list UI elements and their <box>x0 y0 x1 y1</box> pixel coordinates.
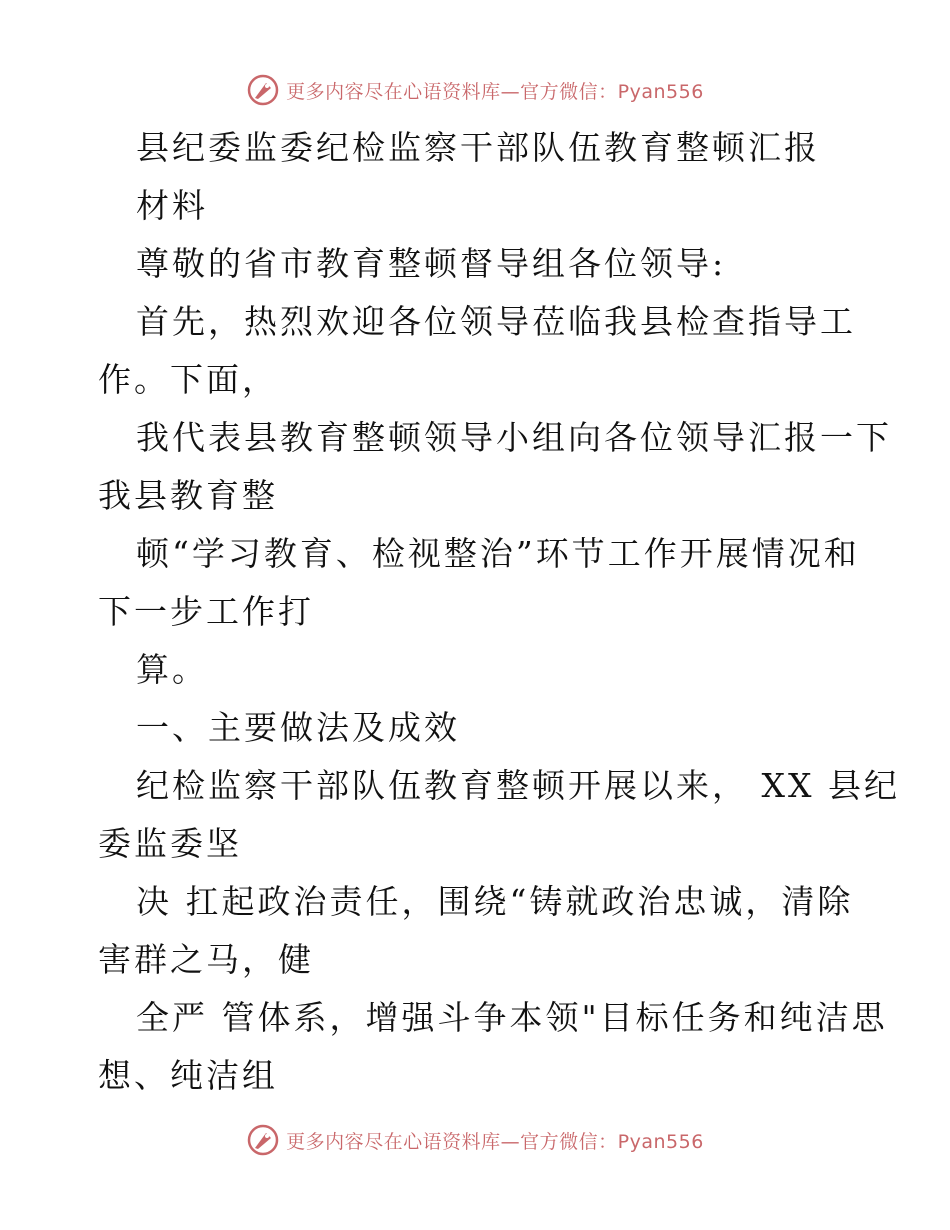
salutation: 尊敬的省市教育整顿督导组各位领导: <box>136 244 727 283</box>
paragraph-line: 想、纯洁组 <box>98 1056 278 1095</box>
watermark-text: 更多内容尽在心语资料库—官方微信：Pyan556 <box>286 80 704 103</box>
watermark-header <box>0 70 950 110</box>
paragraph-line: 委监委坚 <box>98 824 242 863</box>
paragraph-line: 算。 <box>136 650 208 689</box>
doc-title-line-2: 材料 <box>136 186 208 225</box>
paragraph-line: 首先，热烈欢迎各位领导莅临我县检查指导工 <box>136 302 856 341</box>
paragraph-line: 我县教育整 <box>98 476 278 515</box>
pen-nib-logo-icon <box>246 73 280 107</box>
paragraph-line: 作。下面， <box>98 360 278 399</box>
section-heading: 一、主要做法及成效 <box>136 708 460 747</box>
paragraph-line: 我代表县教育整顿领导小组向各位领导汇报一下 <box>136 418 892 457</box>
paragraph-line: 下一步工作打 <box>98 592 314 631</box>
paragraph-line: 全严 管体系，增强斗争本领"目标任务和纯洁思 <box>136 998 888 1037</box>
watermark-footer <box>0 1120 950 1160</box>
paragraph-line: 顿“学习教育、检视整治”环节工作开展情况和 <box>136 534 860 573</box>
paragraph-line: 纪检监察干部队伍教育整顿开展以来， XX 县纪 <box>136 766 900 805</box>
watermark-text: 更多内容尽在心语资料库—官方微信：Pyan556 <box>286 1130 704 1153</box>
doc-title-line-1: 县纪委监委纪检监察干部队伍教育整顿汇报 <box>136 128 820 167</box>
paragraph-line: 害群之马，健 <box>98 940 314 979</box>
pen-nib-logo-icon <box>246 1123 280 1157</box>
paragraph-line: 决 扛起政治责任，围绕“铸就政治忠诚，清除 <box>136 882 854 921</box>
